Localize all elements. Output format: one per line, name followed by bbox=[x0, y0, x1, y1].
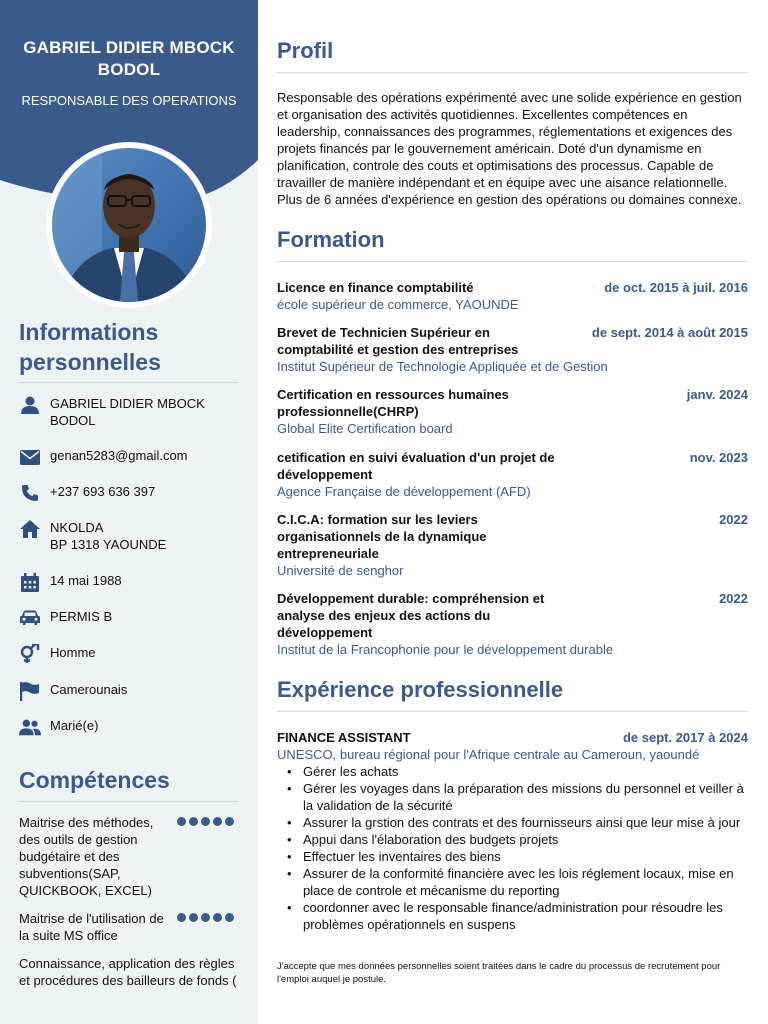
consent-note: J'accepte que mes données personnelles soient traitées dans le cadre du processus de recrutement pour l'emploi auquel je postule. bbox=[277, 961, 721, 985]
experience-tasks bbox=[277, 763, 748, 933]
portrait-image bbox=[52, 148, 206, 302]
experience-heading: Expérience professionnelle bbox=[277, 677, 564, 702]
education-school: Université de senghor bbox=[277, 563, 404, 578]
envelope-icon bbox=[19, 447, 41, 467]
education-title: C.I.C.A: formation sur les leviers organisationnels de la dynamique entrepreneuriale bbox=[277, 512, 487, 561]
skill-item bbox=[19, 955, 244, 989]
education-divider bbox=[277, 261, 748, 262]
education-date: 2022 bbox=[719, 591, 748, 606]
education-date: de sept. 2014 à août 2015 bbox=[591, 325, 748, 340]
info-marital-status bbox=[19, 717, 244, 737]
rating-dot bbox=[177, 913, 186, 922]
skill-text: Maitrise des méthodes, des outils de gestion budgétaire et des subventions(SAP, QUICKBOOK, EXCEL) bbox=[19, 815, 154, 898]
rating-dot bbox=[177, 817, 186, 826]
list-item: • Gérer les achats bbox=[277, 763, 748, 780]
info-nationality-text: Camerounais bbox=[50, 682, 128, 697]
profile-text: Responsable des opérations expérimenté avec une solide expérience en gestion et organisation des activités quotidiennes. Excellentes compétences en leadership, connaissances des programmes, réglementations et exigences des projets financés par le gouvernement américain. Doté d'un dynamisme en planification, controle des couts et optimisations des processus. Capable de travailler de manière indépendant et en équipe avec une aisance relationnelle. Plus de 6 années d'expérience en gestion des opérations ou domaines connexe. bbox=[277, 90, 742, 207]
gender-icon bbox=[19, 644, 41, 664]
education-date: 2022 bbox=[719, 512, 748, 527]
education-title: Licence en finance comptabilité bbox=[277, 280, 474, 295]
profile-photo bbox=[46, 142, 212, 308]
education-entry bbox=[277, 511, 748, 579]
skill-rating bbox=[177, 913, 237, 922]
info-email bbox=[19, 447, 244, 467]
education-school: Global Elite Certification board bbox=[277, 421, 453, 436]
info-address bbox=[19, 519, 244, 553]
info-nationality bbox=[19, 681, 244, 701]
personal-info-heading: Informations personnelles bbox=[19, 319, 161, 375]
info-phone-text: +237 693 636 397 bbox=[50, 484, 156, 499]
skill-text: Maitrise de l'utilisation de la suite MS office bbox=[19, 911, 164, 943]
rating-dot bbox=[225, 913, 234, 922]
list-item: • Gérer les voyages dans la préparation des missions du personnel et veiller à la validation de la sécurité bbox=[277, 780, 748, 814]
education-entry bbox=[277, 279, 748, 313]
info-birthdate bbox=[19, 572, 244, 592]
experience-entry bbox=[277, 729, 748, 933]
info-marital-status-text: Marié(e) bbox=[50, 718, 99, 733]
profile-divider bbox=[277, 72, 748, 73]
flag-icon bbox=[19, 681, 41, 701]
education-title: cetification en suivi évaluation d'un projet de développement bbox=[277, 450, 555, 482]
experience-title: FINANCE ASSISTANT bbox=[277, 730, 411, 745]
education-entry bbox=[277, 590, 748, 658]
info-license bbox=[19, 608, 244, 628]
skills-divider bbox=[19, 801, 238, 802]
skill-text: Connaissance, application des règles et procédures des bailleurs de fonds ( bbox=[19, 956, 237, 988]
list-item: • Assurer de la conformité financière avec les lois réglement locaux, mise en place de controle et mécanisme du reporting bbox=[277, 865, 748, 899]
info-birthdate-text: 14 mai 1988 bbox=[50, 573, 122, 588]
info-address-text: NKOLDA BP 1318 YAOUNDE bbox=[50, 520, 167, 552]
skill-rating bbox=[177, 817, 237, 826]
rating-dot bbox=[189, 913, 198, 922]
rating-dot bbox=[201, 913, 210, 922]
profile-heading: Profil bbox=[277, 38, 334, 63]
education-date: nov. 2023 bbox=[689, 450, 748, 465]
rating-dot bbox=[213, 817, 222, 826]
info-phone bbox=[19, 483, 244, 503]
skills-heading: Compétences bbox=[19, 767, 170, 793]
skill-item bbox=[19, 814, 244, 899]
rating-dot bbox=[213, 913, 222, 922]
info-name-text: GABRIEL DIDIER MBOCK BODOL bbox=[50, 396, 205, 428]
users-icon bbox=[19, 717, 41, 737]
list-item: • Assurer la grstion des contrats et des fournisseurs ainsi que leur mise à jour bbox=[277, 814, 748, 831]
candidate-name: GABRIEL DIDIER MBOCK BODOL bbox=[23, 38, 235, 79]
list-item: • Appui dans l'élaboration des budgets projets bbox=[277, 831, 748, 848]
home-icon bbox=[19, 519, 41, 539]
education-school: école supérieur de commerce, YAOUNDE bbox=[277, 297, 519, 312]
skill-item bbox=[19, 910, 244, 944]
education-entry bbox=[277, 449, 748, 500]
education-date: janv. 2024 bbox=[686, 387, 748, 402]
rating-dot bbox=[189, 817, 198, 826]
list-item: • Effectuer les inventaires des biens bbox=[277, 848, 748, 865]
education-date: de oct. 2015 à juil. 2016 bbox=[604, 280, 748, 295]
personal-info-divider bbox=[19, 382, 238, 383]
rating-dot bbox=[225, 817, 234, 826]
info-name bbox=[19, 395, 244, 429]
info-gender-text: Homme bbox=[50, 645, 96, 660]
experience-date: de sept. 2017 à 2024 bbox=[622, 730, 748, 745]
education-entry bbox=[277, 324, 748, 375]
education-school: Institut Supérieur de Technologie Appliquée et de Gestion bbox=[277, 359, 608, 374]
info-email-text: genan5283@gmail.com bbox=[50, 448, 188, 463]
list-item: • coordonner avec le responsable finance/administration pour résoudre les problèmes opérationnels en suspens bbox=[277, 899, 748, 933]
candidate-title: RESPONSABLE DES OPERATIONS bbox=[21, 93, 237, 108]
info-license-text: PERMIS B bbox=[50, 609, 113, 624]
education-heading: Formation bbox=[277, 227, 385, 252]
education-school: Agence Française de développement (AFD) bbox=[277, 484, 531, 499]
car-icon bbox=[19, 608, 41, 628]
education-entry bbox=[277, 386, 748, 437]
phone-icon bbox=[19, 483, 41, 503]
user-icon bbox=[19, 395, 41, 415]
experience-employer: UNESCO, bureau régional pour l'Afrique centrale au Cameroun, yaoundé bbox=[277, 747, 700, 762]
sidebar bbox=[0, 0, 258, 1024]
experience-divider bbox=[277, 711, 748, 712]
education-title: Développement durable: compréhension et analyse des enjeux des actions du développement bbox=[277, 591, 545, 640]
info-gender bbox=[19, 644, 244, 664]
rating-dot bbox=[201, 817, 210, 826]
education-title: Certification en ressources humaines professionnelle(CHRP) bbox=[277, 387, 509, 419]
education-school: Institut de la Francophonie pour le développement durable bbox=[277, 642, 614, 657]
education-title: Brevet de Technicien Supérieur en comptabilité et gestion des entreprises bbox=[277, 325, 519, 357]
calendar-icon bbox=[19, 572, 41, 592]
